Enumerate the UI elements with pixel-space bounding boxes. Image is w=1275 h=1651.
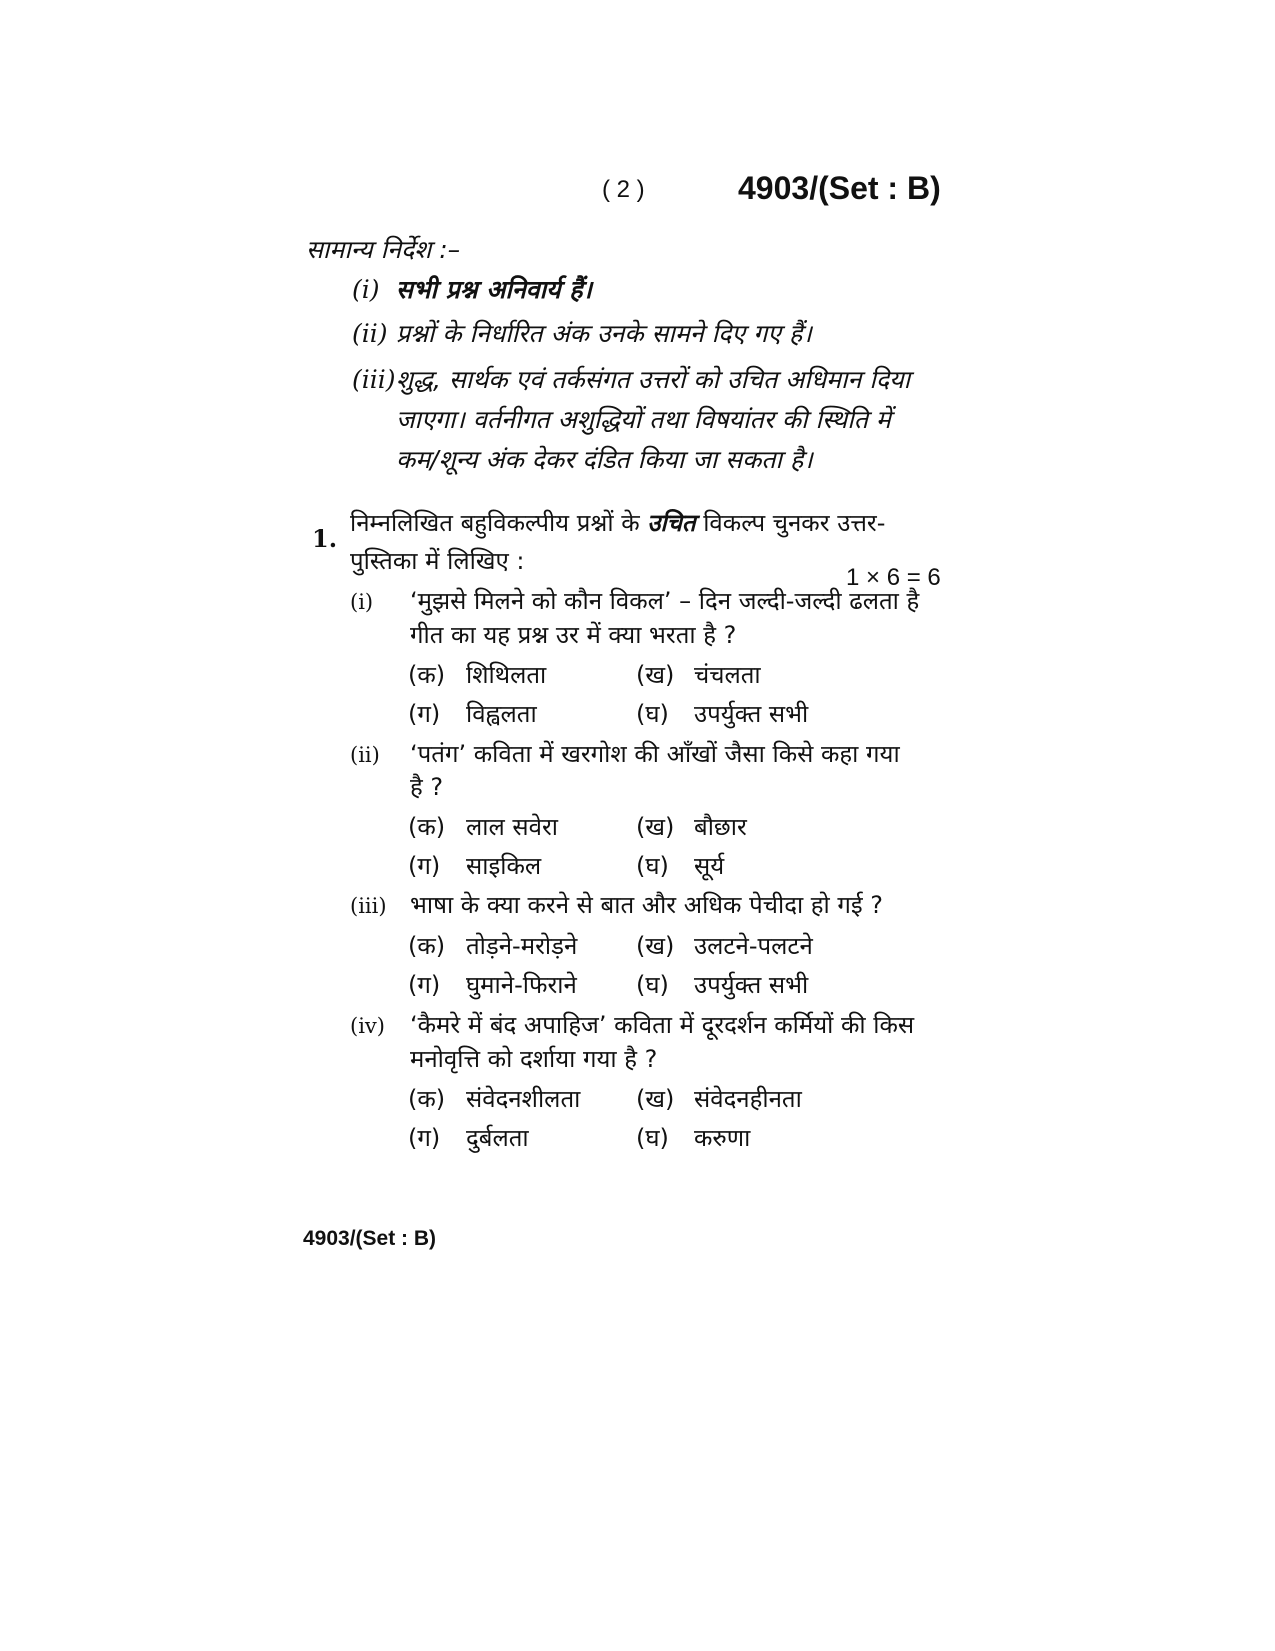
option-label: (घ) — [636, 971, 669, 999]
instruction-text: प्रश्नों के निर्धारित अंक उनके सामने दिए गए हैं। — [396, 319, 812, 348]
paper-code: 4903/(Set : B) — [738, 170, 941, 206]
instruction-text-line: जाएगा। वर्तनीगत अशुद्धियों तथा विषयांतर की स्थिति में — [396, 405, 891, 434]
question-marks: 1 × 6 = 6 — [846, 564, 941, 591]
option — [636, 810, 747, 843]
question-number: 1. — [312, 524, 338, 553]
option — [636, 968, 808, 1001]
option-label: (ख) — [636, 661, 675, 689]
option-label: (ख) — [636, 932, 675, 960]
option — [408, 697, 537, 730]
subquestion-number: (iii) — [350, 894, 387, 918]
instruction-number: (ii) — [352, 319, 388, 348]
option-text: लाल सवेरा — [466, 813, 558, 841]
option-text: संवेदनहीनता — [694, 1085, 802, 1113]
subquestion-text: है ? — [410, 773, 444, 801]
option-label: (क) — [408, 661, 446, 689]
option — [636, 929, 813, 962]
question-stem-emphasis: उचित — [647, 509, 696, 537]
footer-paper-code: 4903/(Set : B) — [303, 1227, 437, 1250]
option-label: (ग) — [408, 1124, 441, 1152]
subquestion-text: गीत का यह प्रश्न उर में क्या भरता है ? — [410, 621, 737, 649]
instruction-item — [352, 272, 592, 306]
subquestion-number: (iv) — [350, 1014, 385, 1038]
option-text: बौछार — [694, 813, 747, 841]
option-label: (ग) — [408, 852, 441, 880]
subquestion-number: (ii) — [350, 743, 380, 767]
option-text: उपर्युक्त सभी — [694, 971, 809, 999]
option-label: (घ) — [636, 700, 669, 728]
option-text: साइकिल — [466, 852, 542, 880]
option-text: चंचलता — [694, 661, 761, 689]
subquestion-text: भाषा के क्या करने से बात और अधिक पेचीदा हो गई ? — [410, 891, 884, 919]
option-label: (क) — [408, 813, 446, 841]
option-text: करुणा — [694, 1124, 751, 1152]
option-label: (ग) — [408, 700, 441, 728]
option-text: सूर्य — [694, 852, 725, 880]
option — [408, 968, 577, 1001]
page-number: ( 2 ) — [602, 176, 645, 203]
option — [408, 1121, 529, 1154]
option-text: उपर्युक्त सभी — [694, 700, 809, 728]
option-text: संवेदनशीलता — [466, 1085, 581, 1113]
option-text: उलटने-पलटने — [694, 932, 813, 960]
instruction-item — [352, 316, 812, 350]
instructions-title: सामान्य निर्देश :– — [306, 235, 461, 264]
instruction-number: (iii) — [352, 365, 396, 394]
option — [408, 810, 558, 843]
option-text: दुर्बलता — [466, 1124, 529, 1152]
question-stem-part: विकल्प चुनकर उत्तर- — [703, 509, 886, 537]
option-label: (घ) — [636, 852, 669, 880]
option-text: शिथिलता — [466, 661, 547, 689]
question-stem — [350, 506, 885, 539]
instruction-item — [352, 362, 924, 396]
instruction-text: सभी प्रश्न अनिवार्य हैं। — [396, 275, 593, 304]
option — [636, 697, 808, 730]
instruction-text-line: कम/शून्य अंक देकर दंडित किया जा सकता है। — [396, 445, 813, 474]
option-label: (ख) — [636, 813, 675, 841]
option-label: (क) — [408, 932, 446, 960]
option — [636, 1082, 802, 1115]
option-label: (ग) — [408, 971, 441, 999]
option — [408, 658, 546, 691]
option-label: (क) — [408, 1085, 446, 1113]
subquestion-text: ‘पतंग’ कविता में खरगोश की आँखों जैसा किसे कहा गया — [410, 740, 900, 768]
option-label: (घ) — [636, 1124, 669, 1152]
subquestion-text: ‘मुझसे मिलने को कौन विकल’ – दिन जल्दी-जल्दी ढलता है — [410, 587, 920, 615]
subquestion-text: ‘कैमरे में बंद अपाहिज’ कविता में दूरदर्शन कर्मियों की किस — [410, 1011, 915, 1039]
instruction-text: शुद्ध, सार्थक एवं तर्कसंगत उत्तरों को उचित अधिमान दिया — [396, 365, 911, 394]
instruction-number: (i) — [352, 275, 380, 304]
question-stem-line2: पुस्तिका में लिखिए : — [350, 547, 525, 575]
option-text: तोड़ने-मरोड़ने — [466, 932, 578, 960]
subquestion-text: मनोवृत्ति को दर्शाया गया है ? — [410, 1045, 658, 1073]
option — [408, 849, 541, 882]
option — [408, 1082, 580, 1115]
subquestion-number: (i) — [350, 590, 374, 614]
question-stem-part: निम्नलिखित बहुविकल्पीय प्रश्नों के — [350, 509, 640, 537]
option — [408, 929, 577, 962]
option-text: विह्वलता — [466, 700, 537, 728]
option — [636, 658, 761, 691]
option — [636, 849, 724, 882]
option — [636, 1121, 750, 1154]
option-text: घुमाने-फिराने — [466, 971, 577, 999]
option-label: (ख) — [636, 1085, 675, 1113]
